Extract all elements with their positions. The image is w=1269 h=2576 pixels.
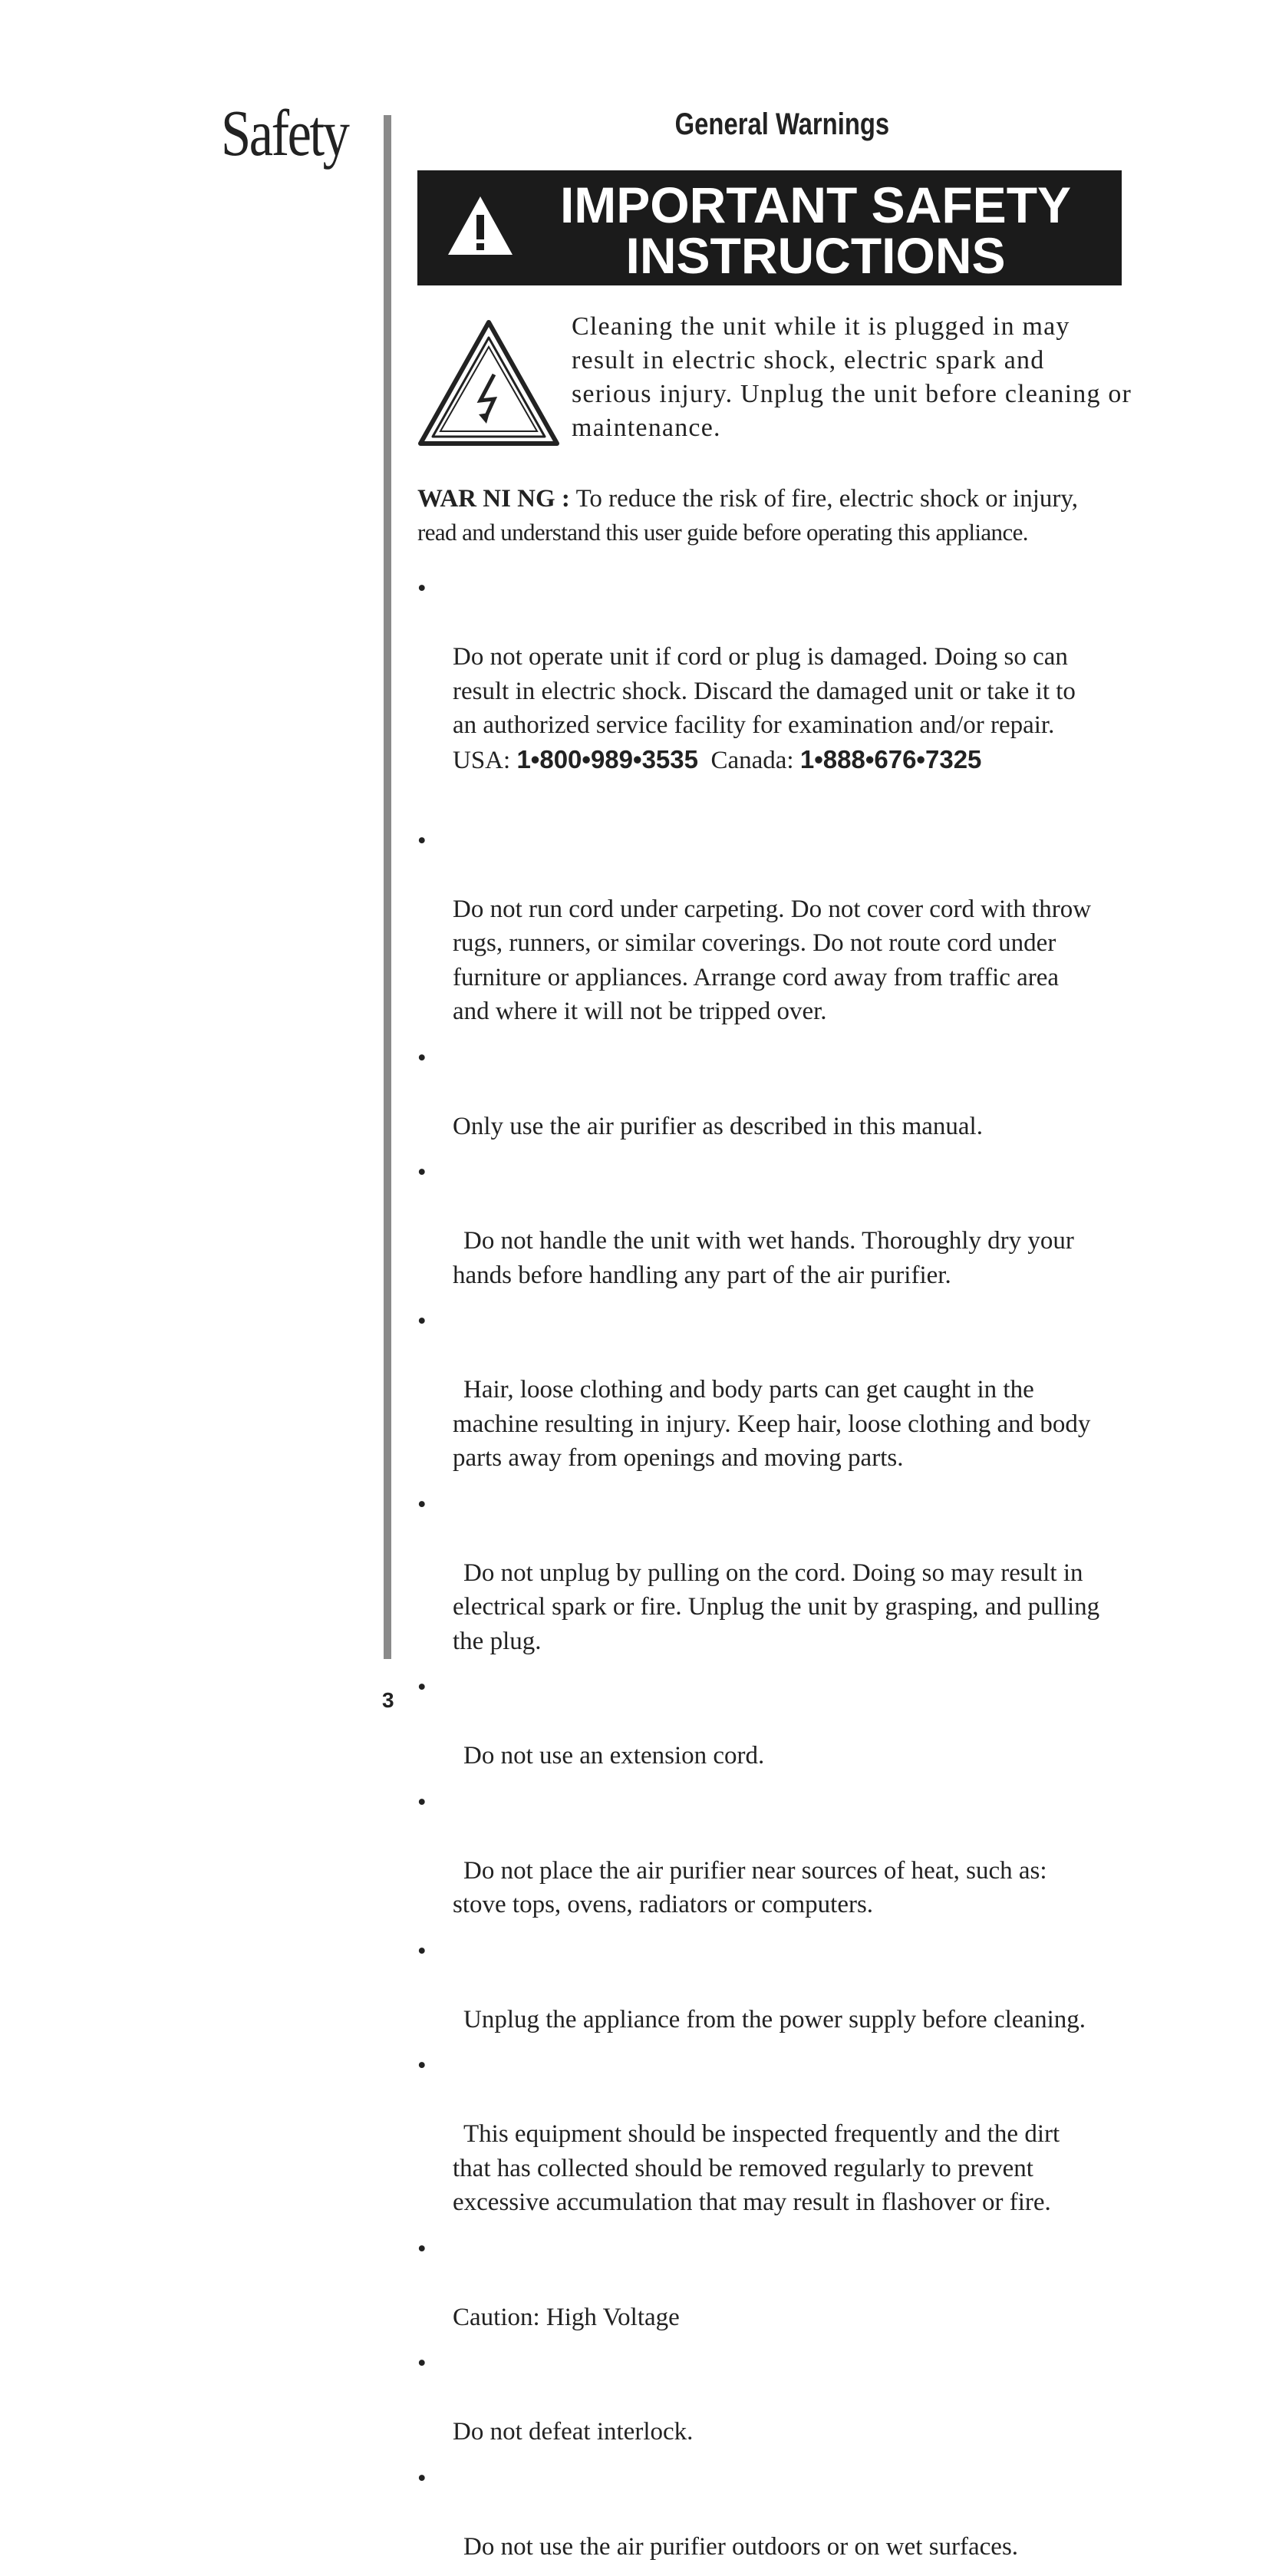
canada-phone: 1•888•676•7325: [799, 744, 982, 773]
canada-label: Canada:: [710, 746, 794, 774]
list-item-text: Do not handle the unit with wet hands. Thoroughly dry your hands before handling any part of the air purifier.: [453, 1227, 1074, 1289]
bullet-icon: •: [417, 1490, 427, 1519]
list-item-text: This equipment should be inspected frequently and the dirt that has collected should be removed regularly to prevent excessive accumulation that may result in flashover or fire.: [453, 2120, 1060, 2216]
section-divider-bar: [384, 115, 391, 1659]
warning-paragraph: [417, 482, 1139, 549]
warning-label: WAR NI NG :: [417, 485, 570, 513]
bullet-icon: •: [417, 2350, 427, 2377]
contact-line: [453, 743, 1146, 778]
list-item-text: Caution: High Voltage: [453, 2303, 680, 2331]
bullet-icon: •: [417, 1044, 427, 1072]
list-item-text: Do not use an extension cord.: [463, 1742, 765, 1770]
list-item: [417, 1934, 1146, 2037]
shock-warning-line: serious injury. Unplug the unit before cleaning or: [572, 380, 1132, 408]
list-item-text: Do not defeat interlock.: [453, 2418, 694, 2446]
bullet-icon: •: [417, 2052, 427, 2080]
list-item: [417, 824, 1146, 1029]
usa-label: USA:: [453, 746, 511, 774]
bullet-icon: •: [417, 1674, 427, 1701]
bullet-icon: •: [417, 1159, 427, 1186]
list-item: [417, 1786, 1146, 1922]
shock-warning-line: result in electric shock, electric spark and: [572, 346, 1045, 374]
bullet-icon: •: [417, 1308, 427, 1335]
list-item-text: Only use the air purifier as described in this manual.: [453, 1112, 983, 1140]
list-item-text: Do not use the air purifier outdoors or on wet surfaces.: [463, 2532, 1019, 2561]
list-item: [417, 2347, 1146, 2449]
list-item-text: Do not run cord under carpeting. Do not cover cord with throw rugs, runners, or similar coverings. Do not route cord under furniture or appliances. Arrange cord away from traffic area and where it will not be tripped over.: [453, 895, 1092, 1025]
bullet-icon: •: [417, 2464, 427, 2492]
list-item: [417, 1304, 1146, 1476]
section-tab-title: Safety: [221, 96, 348, 170]
list-item: [417, 2462, 1146, 2564]
list-item-text: Do not unplug by pulling on the cord. Doing so may result in electrical spark or fire. Unplug the unit by grasping, and pulling the plug.: [453, 1558, 1100, 1655]
banner-title: [525, 176, 1106, 284]
list-item: [417, 2232, 1146, 2335]
bullet-icon: •: [417, 2235, 427, 2263]
list-item: [417, 1671, 1146, 1773]
list-item: [417, 2049, 1146, 2220]
electric-shock-icon: [417, 319, 560, 448]
list-item: [417, 1488, 1146, 1659]
warning-text-line2: read and understand this user guide before operating this appliance.: [417, 519, 1028, 546]
list-item-text: Do not operate unit if cord or plug is damaged. Doing so can result in electric shock. Discard the damaged unit or take it to an authorized service facility for examination and/or repair.: [453, 643, 1076, 739]
list-item-text: Hair, loose clothing and body parts can get caught in the machine resulting in injury. Keep hair, loose clothing and body parts away from openings and moving parts.: [453, 1376, 1091, 1472]
warnings-list: [417, 572, 1146, 2576]
list-item-text: Do not place the air purifier near sources of heat, such as: stove tops, ovens, radiators or computers.: [453, 1856, 1047, 1918]
shock-warning-text: [572, 310, 1139, 445]
shock-warning-line: maintenance.: [572, 414, 721, 442]
page-heading-text: General Warnings: [674, 107, 889, 141]
list-item: [417, 1041, 1146, 1144]
bullet-icon: •: [417, 575, 427, 602]
page-number: 3: [382, 1688, 394, 1712]
list-item: [417, 1156, 1146, 1292]
warning-text: To reduce the risk of fire, electric shock or injury,: [575, 485, 1078, 513]
bullet-icon: •: [417, 1937, 427, 1965]
list-item: [417, 572, 1146, 812]
bullet-icon: •: [417, 826, 427, 855]
safety-banner: [417, 170, 1122, 285]
list-item-text: Unplug the appliance from the power supply before cleaning.: [463, 2005, 1086, 2033]
page-heading: [417, 107, 1146, 142]
banner-title-line1: IMPORTANT SAFETY: [559, 176, 1072, 233]
bullet-icon: •: [417, 1788, 427, 1816]
usa-phone: 1•800•989•3535: [516, 744, 698, 773]
warning-triangle-icon: [447, 193, 514, 258]
banner-title-line2: INSTRUCTIONS: [625, 227, 1006, 284]
shock-warning-line: Cleaning the unit while it is plugged in may: [572, 312, 1070, 341]
